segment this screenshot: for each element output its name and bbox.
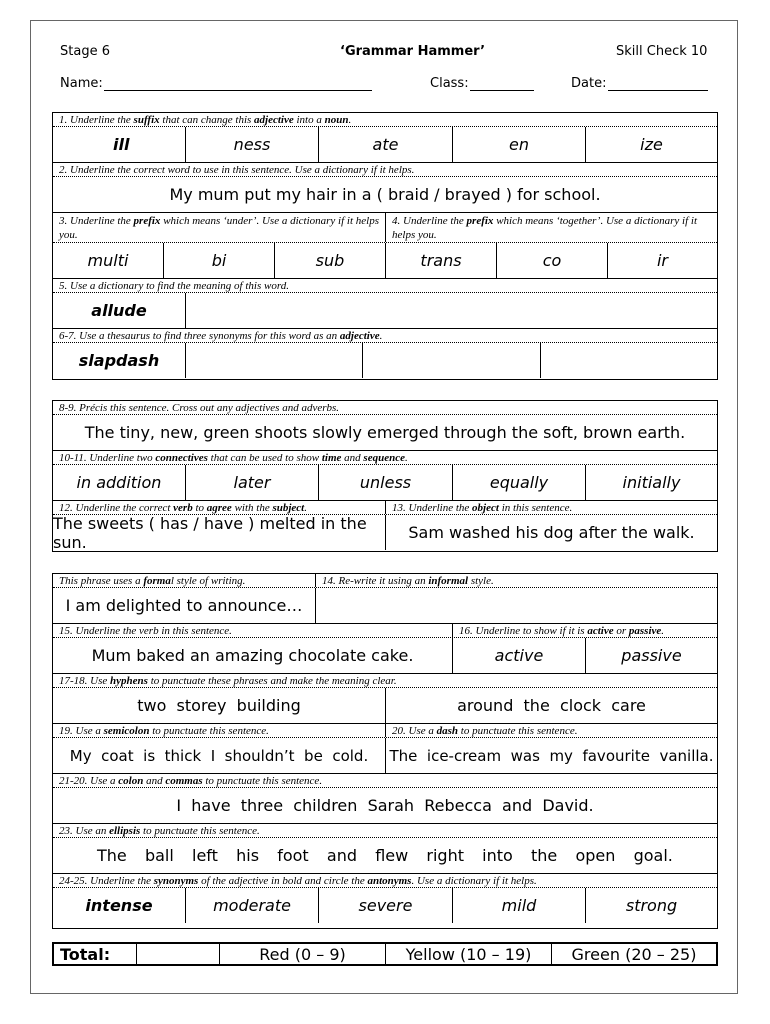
q19-sentence[interactable]: My coat is thick I shouldn’t be cold. — [53, 738, 386, 773]
q12-sentence[interactable]: The sweets ( has / have ) melted in the sun. — [53, 515, 386, 550]
question-1: 1. Underline the suffix that can change this adjective into a noun. — [53, 113, 717, 127]
q1718-row — [53, 688, 717, 724]
q1011-option[interactable]: later — [186, 465, 319, 500]
q89-sentence[interactable]: The tiny, new, green shoots slowly emerged through the soft, brown earth. — [53, 415, 717, 451]
q15-q16-row — [53, 638, 717, 674]
q1011-option[interactable]: in addition — [53, 465, 186, 500]
class-label: Class: — [430, 76, 469, 91]
total-label: Total: — [54, 944, 137, 964]
question-2: 2. Underline the correct word to use in this sentence. Use a dictionary if it helps. — [53, 163, 717, 177]
stage-label: Stage 6 — [60, 44, 110, 59]
q23-word: flew — [375, 846, 409, 865]
q12-q13-row — [53, 515, 717, 550]
total-cells — [54, 944, 716, 964]
phrase-instruction: This phrase uses a formal style of writing. — [53, 574, 316, 587]
q1718-phrase[interactable]: two storey building — [53, 688, 386, 723]
class-field[interactable] — [470, 90, 534, 91]
phrase-q14-header — [53, 574, 717, 588]
question-17-18: 17-18. Use hyphens to punctuate these phrases and make the meaning clear. — [53, 674, 717, 688]
date-label: Date: — [571, 76, 607, 91]
q23-word: and — [326, 846, 357, 865]
total-score-box[interactable] — [137, 944, 220, 964]
q2425-options — [53, 888, 717, 923]
q2-sentence[interactable]: My mum put my hair in a ( braid / brayed ) for school. — [53, 177, 717, 213]
q16-option[interactable]: passive — [621, 646, 682, 665]
date-field[interactable] — [608, 90, 708, 91]
q5-word: allude — [53, 293, 186, 328]
question-21-20: 21-20. Use a colon and commas to punctuate this sentence. — [53, 774, 717, 788]
q2425-option[interactable]: moderate — [186, 888, 319, 923]
q3-option[interactable]: bi — [164, 243, 275, 278]
q23-word: into — [482, 846, 513, 865]
q1-option[interactable]: ill — [53, 127, 186, 162]
skill-check-label: Skill Check 10 — [616, 44, 708, 59]
q3-q4-header — [53, 213, 717, 243]
q5-row — [53, 293, 717, 329]
q1-option[interactable]: ness — [186, 127, 319, 162]
q4-option[interactable]: ir — [656, 251, 669, 270]
q4-option[interactable]: co — [497, 243, 608, 278]
question-24-25: 24-25. Underline the synonyms of the adjective in bold and circle the antonyms. Use a dictionary if it helps. — [53, 874, 717, 888]
total-row — [52, 942, 718, 966]
q14-answer-box[interactable] — [316, 588, 717, 623]
q67-answer-box[interactable] — [541, 343, 717, 378]
q19-q20-row — [53, 738, 717, 774]
question-3: 3. Underline the prefix which means ‘under’. Use a dictionary if it helps you. — [53, 213, 386, 242]
worksheet-title: ‘Grammar Hammer’ — [340, 44, 486, 59]
q2425-option[interactable]: severe — [319, 888, 453, 923]
total-green: Green (20 – 25) — [571, 944, 697, 964]
question-19: 19. Use a semicolon to punctuate this sentence. — [53, 724, 386, 737]
q23-word: right — [426, 846, 464, 865]
name-field[interactable] — [104, 90, 372, 91]
q20-sentence[interactable]: The ice-cream was my favourite vanilla. — [389, 746, 714, 765]
q4-option[interactable]: trans — [386, 243, 497, 278]
phrase-row — [53, 588, 717, 624]
q5-answer-box[interactable] — [186, 293, 717, 328]
q16-option[interactable]: active — [453, 638, 586, 673]
total-red: Red (0 – 9) — [220, 944, 386, 964]
q1-option[interactable]: en — [453, 127, 586, 162]
q2425-option[interactable]: strong — [625, 896, 678, 915]
q1718-phrase[interactable]: around the clock care — [457, 696, 646, 715]
q23-sentence[interactable] — [53, 838, 717, 874]
q1011-option[interactable]: initially — [622, 473, 681, 492]
q15-sentence[interactable]: Mum baked an amazing chocolate cake. — [53, 638, 453, 673]
q23-word: The — [97, 846, 127, 865]
question-5: 5. Use a dictionary to find the meaning of this word. — [53, 279, 717, 293]
total-yellow: Yellow (10 – 19) — [386, 944, 552, 964]
q3-option[interactable]: sub — [275, 243, 386, 278]
question-15: 15. Underline the verb in this sentence. — [53, 624, 453, 637]
q2120-sentence[interactable]: I have three children Sarah Rebecca and David. — [53, 788, 717, 824]
q15-q16-header — [53, 624, 717, 638]
section-1 — [52, 112, 718, 380]
q3-q4-options — [53, 243, 717, 279]
q2425-option[interactable]: mild — [453, 888, 586, 923]
question-14: 14. Re-write it using an informal style. — [322, 575, 494, 587]
question-23: 23. Use an ellipsis to punctuate this sentence. — [53, 824, 717, 838]
section-2 — [52, 400, 718, 552]
q1011-option[interactable]: unless — [319, 465, 453, 500]
q1-options — [53, 127, 717, 163]
question-8-9: 8-9. Précis this sentence. Cross out any adjectives and adverbs. — [53, 401, 717, 415]
q67-word: slapdash — [53, 343, 186, 378]
question-6-7: 6-7. Use a thesaurus to find three synonyms for this word as an adjective. — [53, 329, 717, 343]
q23-word: left — [192, 846, 218, 865]
q67-answer-box[interactable] — [186, 343, 363, 378]
name-label: Name: — [60, 76, 103, 91]
q23-word: his — [236, 846, 260, 865]
q19-q20-header — [53, 724, 717, 738]
q3-option[interactable]: multi — [53, 243, 164, 278]
q23-word: open — [575, 846, 616, 865]
question-13: 13. Underline the object in this sentence. — [392, 502, 573, 514]
q23-word: foot — [277, 846, 309, 865]
q1011-options — [53, 465, 717, 501]
section-3 — [52, 573, 718, 929]
q1-option[interactable]: ize — [640, 135, 663, 154]
q23-word: ball — [144, 846, 174, 865]
question-10-11: 10-11. Underline two connectives that can be used to show time and sequence. — [53, 451, 717, 465]
q67-row — [53, 343, 717, 378]
formal-phrase: I am delighted to announce… — [53, 588, 316, 623]
q2425-option[interactable]: intense — [53, 888, 186, 923]
q23-word: goal. — [633, 846, 673, 865]
q67-answer-box[interactable] — [363, 343, 541, 378]
q23-word: the — [531, 846, 558, 865]
question-16: 16. Underline to show if it is active or passive. — [459, 625, 665, 637]
question-20: 20. Use a dash to punctuate this sentence. — [392, 725, 578, 737]
q1011-option[interactable]: equally — [453, 465, 586, 500]
question-12: 12. Underline the correct verb to agree with the subject. — [53, 501, 386, 514]
q1-option[interactable]: ate — [319, 127, 453, 162]
q13-sentence[interactable]: Sam washed his dog after the walk. — [408, 523, 695, 542]
question-4: 4. Underline the prefix which means ‘together’. Use a dictionary if it helps you. — [392, 215, 698, 241]
